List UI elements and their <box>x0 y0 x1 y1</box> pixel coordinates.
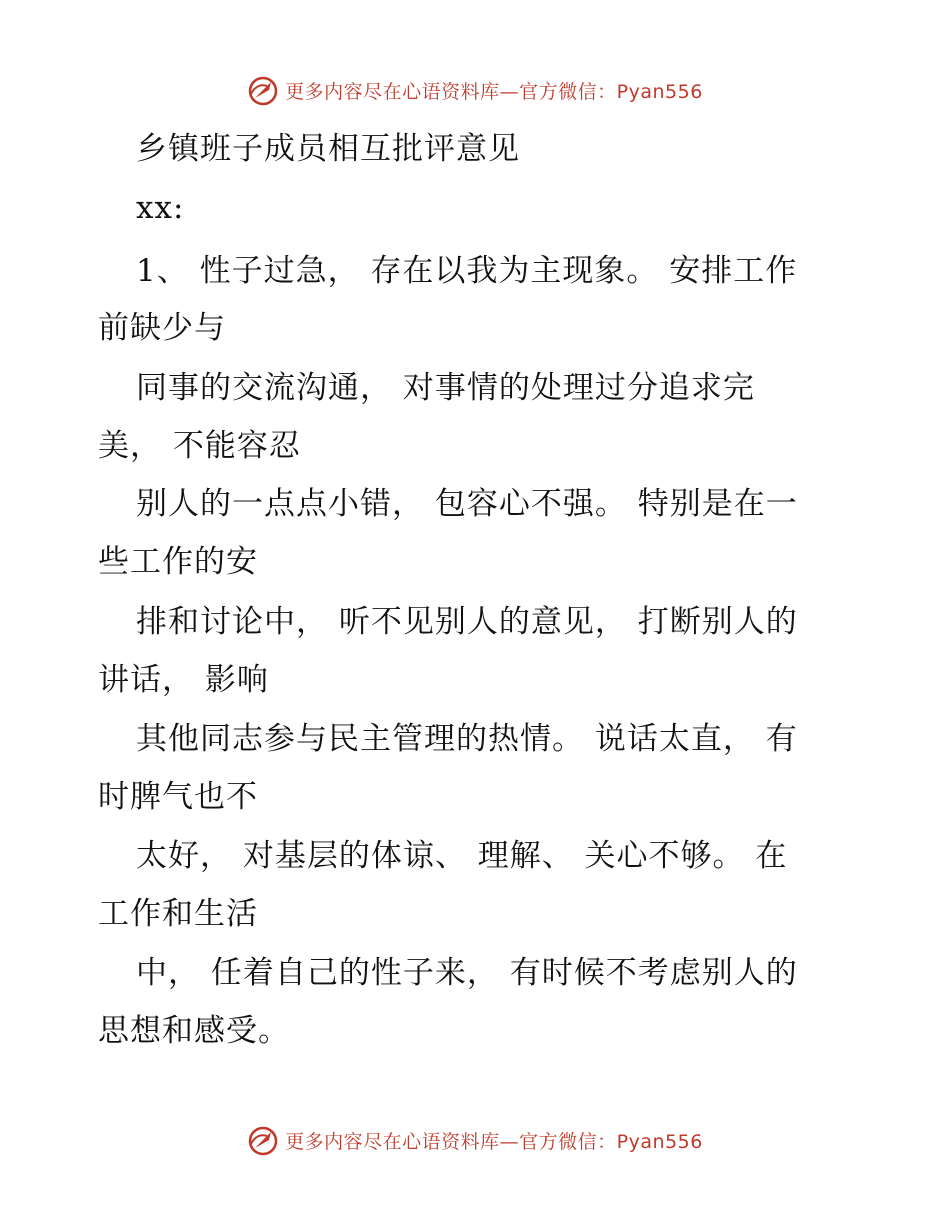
footer-banner-text <box>285 1127 703 1154</box>
document-recipient: xx: <box>136 190 185 226</box>
paragraph-line: 前缺少与 <box>98 310 226 346</box>
paragraph-line: 1、 性子过急， 存在以我为主现象。 安排工作 <box>136 253 798 289</box>
header-banner <box>0 70 950 110</box>
paragraph-line: 思想和感受。 <box>98 1013 290 1049</box>
footer-banner-wechat-id: Pyan556 <box>616 1130 703 1153</box>
footer-banner-cn: 更多内容尽在心语资料库—官方微信： <box>285 1130 617 1153</box>
paragraph-line: 讲话， 影响 <box>98 662 269 698</box>
feather-pen-circle-icon <box>247 74 279 106</box>
header-banner-cn: 更多内容尽在心语资料库—官方微信： <box>285 80 617 103</box>
paragraph-line: 太好， 对基层的体谅、 理解、 关心不够。 在 <box>136 838 788 874</box>
document-title: 乡镇班子成员相互批评意见 <box>136 131 520 167</box>
paragraph-line: 时脾气也不 <box>98 779 258 815</box>
feather-pen-circle-icon <box>247 1124 279 1156</box>
paragraph-line: 同事的交流沟通， 对事情的处理过分追求完 <box>136 370 755 406</box>
paragraph-line: 其他同志参与民主管理的热情。 说话太直， 有 <box>136 721 798 757</box>
header-banner-wechat-id: Pyan556 <box>616 80 703 103</box>
paragraph-line: 排和讨论中， 听不见别人的意见， 打断别人的 <box>136 604 798 640</box>
header-banner-text <box>285 77 703 104</box>
paragraph-line: 别人的一点点小错， 包容心不强。 特别是在一 <box>136 486 798 522</box>
paragraph-line: 工作和生活 <box>98 896 258 932</box>
paragraph-line: 中， 任着自己的性子来， 有时候不考虑别人的 <box>136 955 798 991</box>
paragraph-line: 美， 不能容忍 <box>98 428 301 464</box>
footer-banner <box>0 1120 950 1160</box>
paragraph-line: 些工作的安 <box>98 544 258 580</box>
